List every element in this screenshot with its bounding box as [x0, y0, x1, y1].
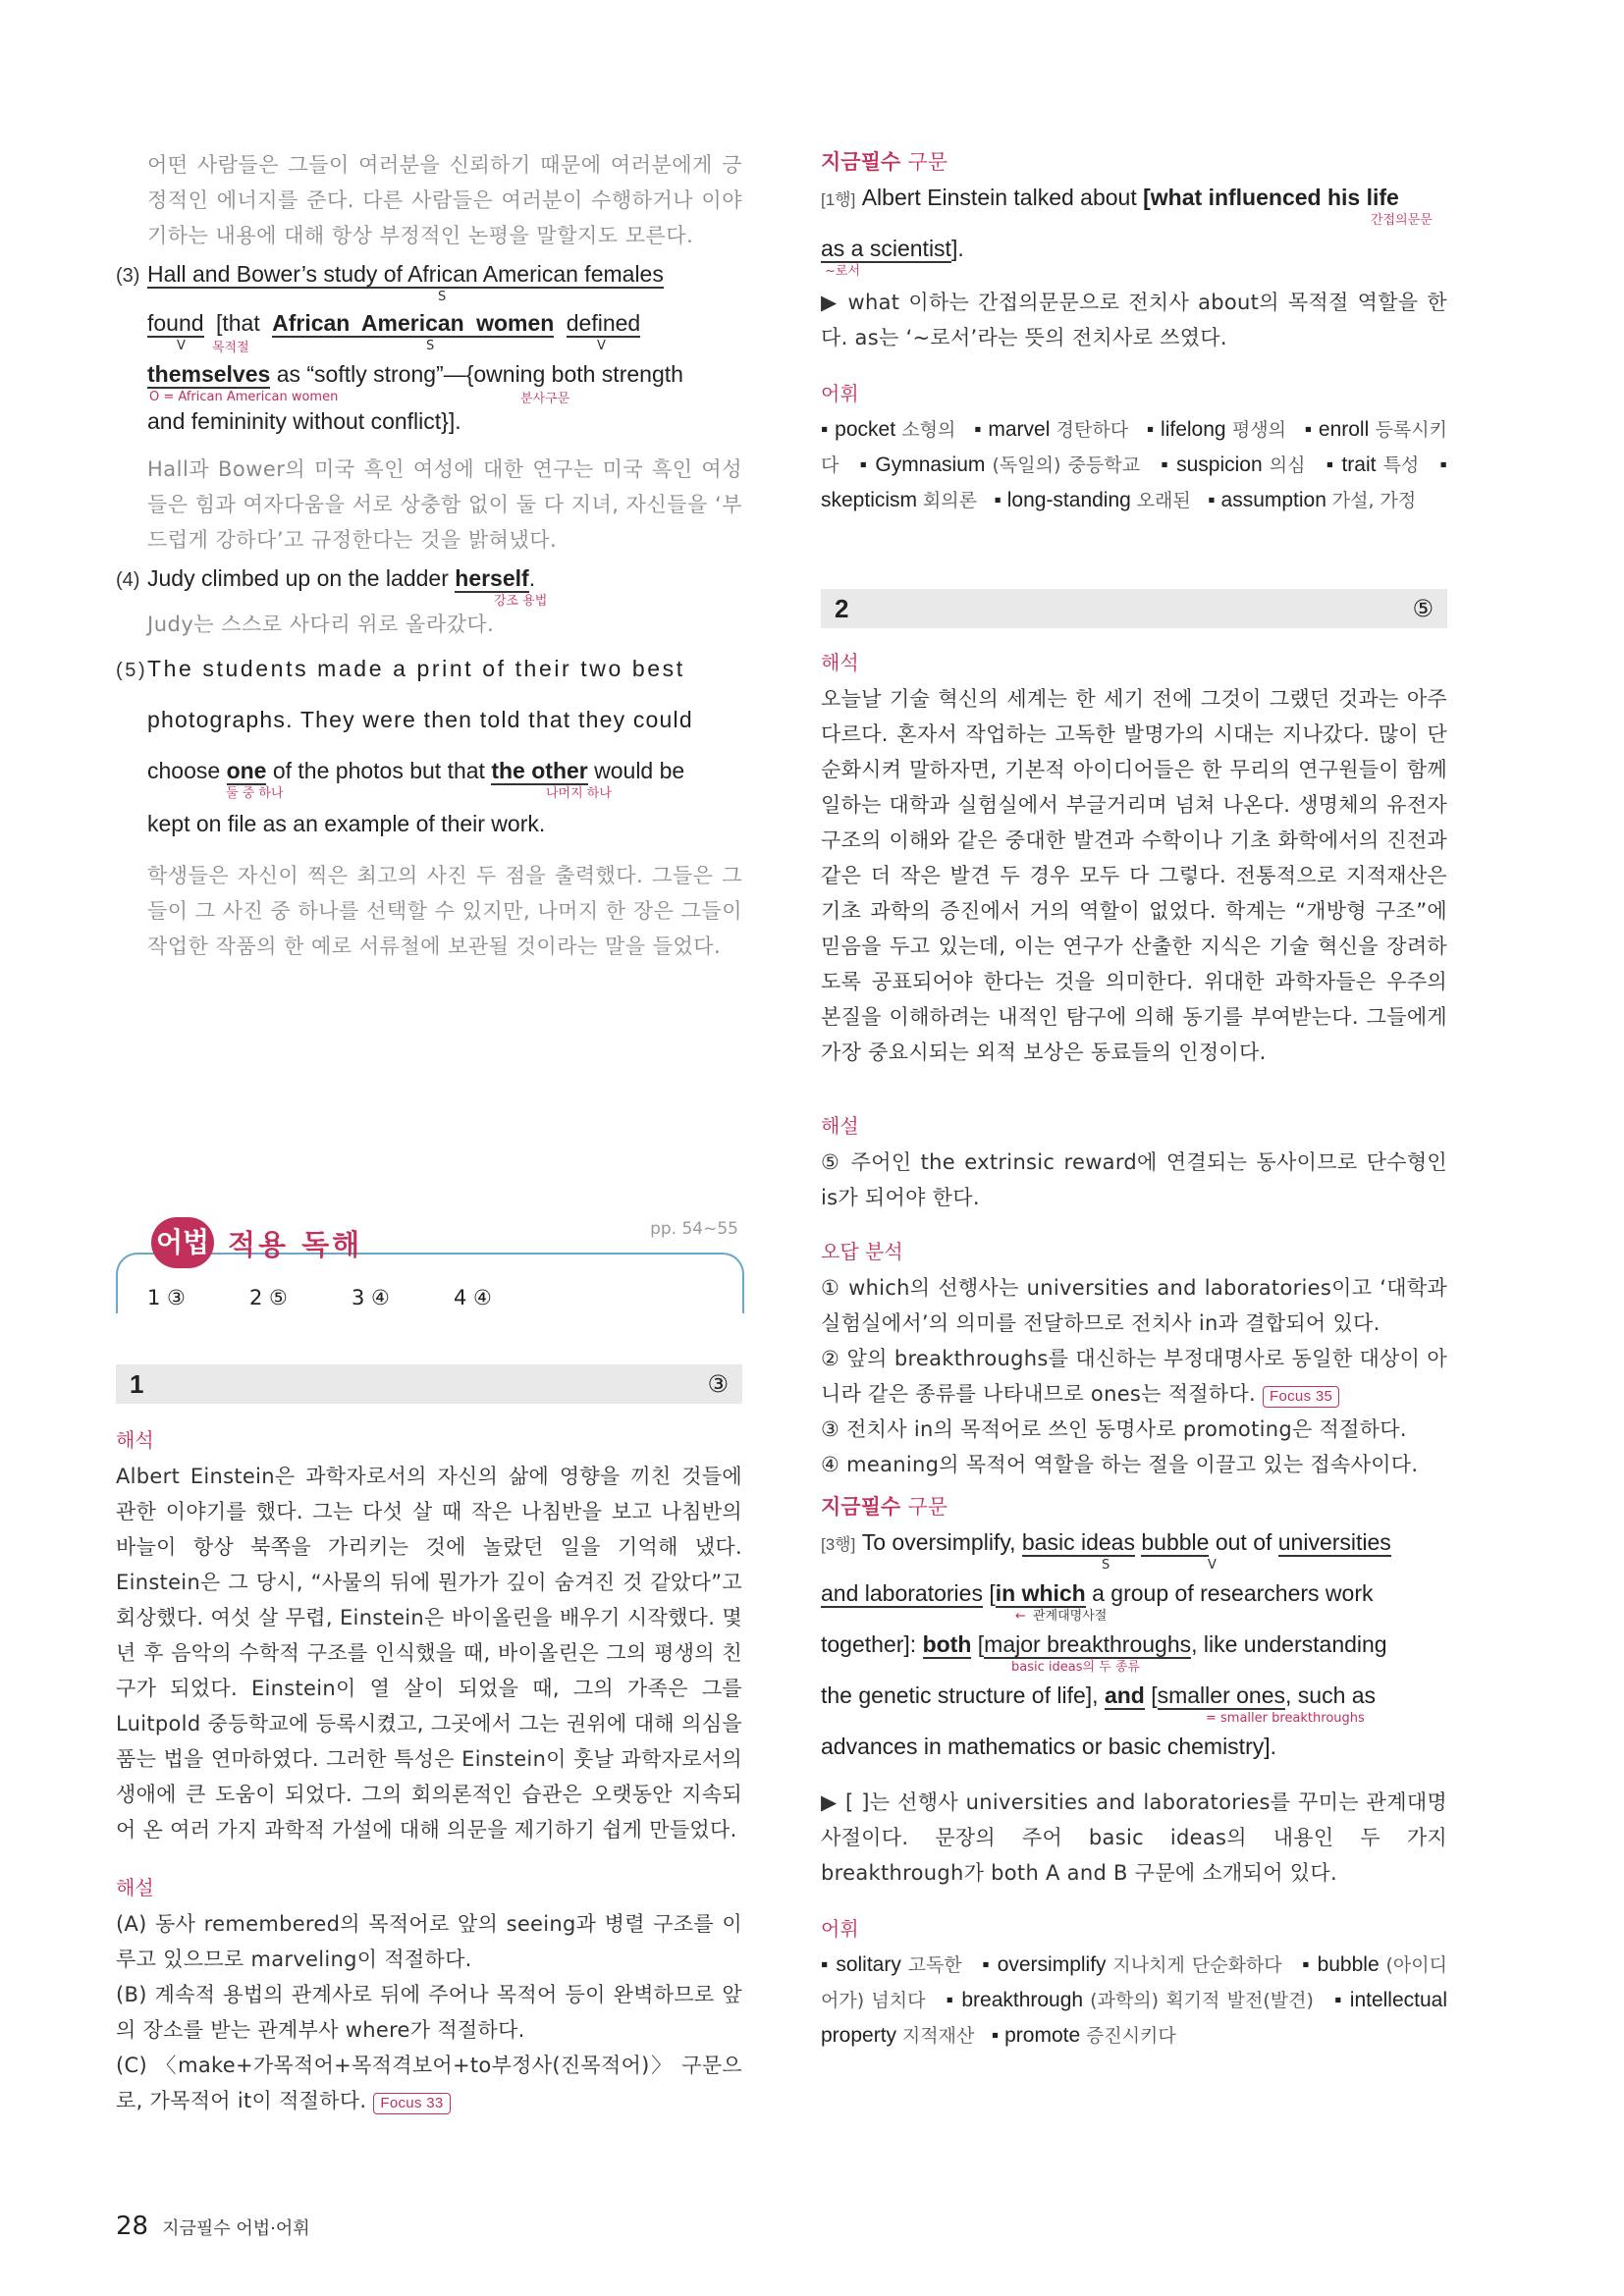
text: , such as	[1285, 1682, 1377, 1708]
text: , like understanding	[1191, 1631, 1387, 1657]
vocab-kr: (아이디어가) 넘치다	[821, 1954, 1447, 2011]
vocab-en: bubble	[1317, 1953, 1380, 1976]
explanation-a: (A) 동사 remembered의 목적어로 앞의 seeing과 병렬 구조를 이루고 있으므로 marveling이 적절하다.	[116, 1912, 742, 1971]
annotation-emphasis: 강조 용법	[494, 594, 548, 609]
both: both	[922, 1631, 972, 1657]
grammar-heading	[821, 147, 1447, 177]
vocab-kr: 평생의	[1231, 419, 1286, 441]
item-answer: ③	[707, 1370, 729, 1398]
explanation-c: (C) 〈make+가목적어+목적격보어+to부정사(진목적어)〉 구문으로, 가목적어 it이 적절하다.	[116, 2054, 742, 2112]
heading-main: 지금필수	[821, 1495, 901, 1519]
vocab-item: ▪ bubble (아이디어가) 넘치다	[821, 1953, 1447, 2011]
vocab-kr: 경탄하다	[1056, 419, 1129, 441]
bracket: [	[1144, 1682, 1158, 1708]
vocab-en: solitary	[836, 1953, 901, 1976]
focus-tag: Focus 35	[1263, 1386, 1339, 1408]
grammar-reading-box	[116, 1207, 744, 1317]
vocab-kr: 가설, 가정	[1331, 490, 1417, 511]
annotation-v2: V	[597, 339, 606, 353]
bracket: [that	[215, 310, 273, 336]
vocab-kr: (과학의) 획기적 발전(발견)	[1090, 1990, 1314, 2011]
vocab-item: ▪ intellectual property 지적재산	[821, 1989, 1448, 2047]
sentence-text: Judy climbed up on the ladder	[147, 565, 456, 591]
annotation-basic-ideas-types: basic ideas의 두 종류	[1011, 1660, 1140, 1675]
heading-wrong-answers: 오답 분석	[821, 1240, 903, 1263]
subject-phrase: Hall and Bower’s study of African American females	[147, 261, 664, 287]
page-number: 28	[116, 2212, 149, 2241]
item-number: 1	[130, 1369, 144, 1399]
heading-sub: 구문	[907, 1495, 948, 1519]
vocab-en: enroll	[1318, 418, 1370, 441]
and: and	[1104, 1682, 1145, 1708]
verb-found: found	[147, 310, 204, 336]
vocab-en: breakthrough	[961, 1989, 1084, 2011]
right-column	[821, 147, 1447, 2054]
text: the genetic structure of life],	[821, 1682, 1105, 1708]
vocab-kr: 증진시키다	[1086, 2025, 1176, 2047]
heading-explanation: 해설	[116, 1876, 154, 1899]
sentence-5	[116, 654, 742, 846]
item-number: (4)	[116, 569, 140, 591]
text: of the photos but that	[266, 758, 492, 783]
phrase-softly-strong: as “softly strong”—{owning both strength	[270, 361, 683, 387]
vocab-item: ▪ skepticism 회의론	[821, 454, 1447, 511]
translation-5: 학생들은 자신이 찍은 최고의 사진 두 점을 출력했다. 그들은 그들이 그 사진 중 하나를 선택할 수 있지만, 나머지 한 장은 그들이 작업한 작품의 한 예로 서류철에 보관될 것이라는 말을 들었다.	[147, 864, 742, 958]
vocab-en: marvel	[988, 418, 1051, 441]
box-outline	[116, 1253, 744, 1313]
annotation-participle: 분사구문	[520, 392, 570, 406]
vocab-item: ▪ promote 증진시키다	[991, 2024, 1176, 2047]
vocab-en: promote	[1004, 2024, 1081, 2047]
vocab-list-1	[821, 412, 1447, 518]
vocab-kr: 회의론	[922, 490, 977, 511]
translation-2: 오늘날 기술 혁신의 세계는 한 세기 전에 그것이 그랬던 것과는 아주 다르다. 혼자서 작업하는 고독한 발명가의 시대는 지나갔다. 많이 단순화시켜 말하자면, 기본적 아이디어들은 한 무리의 연구원들이 함께 일하는 대학과 실험실에서 부글거리며 넘쳐 나온다. 생명체의 유전자 구조의 이해와 같은 중대한 발견과 수학이나 기초 화학에서의 진전과 같은 더 작은 발견 두 경우 모두 다 그렇다. 전통적으로 지적재산은 기초 과학의 증진에서 거의 역할이 없었다. 학계는 “개방형 구조”에 믿음을 두고 있는데, 이는 연구가 산출한 지식은 기술 혁신을 장려하도록 공표되어야 한다는 것을 의미한다. 위대한 과학자들은 우주의 본질을 이해하려는 내적인 탐구에 의해 동기를 부여받는다. 그들에게 가장 중요시되는 외적 보상은 동료들의 인정이다.	[821, 687, 1447, 1064]
text: out of	[1209, 1529, 1278, 1555]
vocab-item: ▪ marvel 경탄하다	[974, 418, 1129, 441]
vocab-kr: 오래된	[1136, 490, 1191, 511]
grammar-note-2: ▶ [ ]는 선행사 universities and laboratories를 꾸미는 관계대명사절이다. 문장의 주어 basic ideas의 내용인 두 가지 breakthrough가 both A and B 구문에 소개되어 있다.	[821, 1790, 1447, 1885]
vocab-en: Gymnasium	[875, 454, 986, 476]
vocab-en: skepticism	[821, 489, 918, 511]
annotation-the-other: 나머지 하나	[546, 786, 612, 801]
bracket: [	[971, 1631, 985, 1657]
vocab-kr: 특성	[1382, 454, 1420, 476]
as-a-scientist: as a scientist	[821, 236, 951, 261]
text: would be	[587, 758, 685, 783]
translation-4: Judy는 스스로 사다리 위로 올라갔다.	[147, 613, 495, 636]
and-laboratories: and laboratories	[821, 1580, 983, 1606]
answer-1: 1 ③	[147, 1286, 186, 1309]
object-themselves: themselves	[147, 361, 271, 387]
vocab-item: ▪ suspicion 의심	[1161, 454, 1306, 476]
focus-tag: Focus 33	[373, 2093, 450, 2114]
sentence-3	[116, 259, 742, 432]
vocab-en: suspicion	[1176, 454, 1263, 476]
item-number: (5)	[116, 660, 148, 681]
wrong-answer-2: ② 앞의 breakthroughs를 대신하는 부정대명사로 동일한 대상이 아니라 같은 종류를 나타내므로 ones는 적절하다.	[821, 1347, 1447, 1406]
bracket: ].	[950, 236, 964, 261]
vocab-list-2	[821, 1948, 1447, 2054]
page-range: pp. 54~55	[650, 1219, 738, 1239]
text: To oversimplify,	[855, 1529, 1022, 1555]
annotation-object-clause: 목적절	[212, 341, 249, 355]
item-1-section	[116, 1364, 742, 2118]
item-number: 2	[835, 594, 849, 623]
annotation-v: V	[1208, 1558, 1217, 1573]
period: .	[528, 565, 536, 591]
universities: universities	[1277, 1529, 1391, 1555]
page-footer	[116, 2212, 310, 2241]
sentence-line-1: The students made a print of their two best	[147, 656, 685, 681]
in-which: in which	[995, 1580, 1086, 1606]
vocab-item: ▪ long-standing 오래된	[994, 489, 1191, 511]
wrong-answer-3: ③ 전치사 in의 목적어로 쓰인 동명사로 promoting은 적절하다.	[821, 1417, 1407, 1441]
vocab-item: ▪ breakthrough (과학의) 획기적 발전(발견)	[946, 1989, 1314, 2011]
item-2-bar	[821, 589, 1447, 628]
heading-explanation: 해설	[821, 1114, 859, 1138]
subject-basic-ideas: basic ideas	[1021, 1529, 1135, 1555]
vocab-item: ▪ solitary 고독한	[821, 1953, 962, 1976]
text: Albert Einstein talked about	[855, 185, 1144, 210]
annotation-indirect-question: 간접의문문	[1371, 213, 1433, 228]
vocab-kr: 소형의	[901, 419, 956, 441]
translation-3: Hall과 Bower의 미국 흑인 여성에 대한 연구는 미국 흑인 여성들은 힘과 여자다움을 서로 상충함 없이 둘 다 지녀, 자신들을 ‘부드럽게 강하다’고 규정한다는 것을 밝혀냈다.	[147, 457, 742, 552]
sentence-g2-end: advances in mathematics or basic chemistry].	[821, 1734, 1277, 1759]
heading-translation: 해석	[116, 1428, 154, 1452]
wrong-answer-2-line	[821, 1341, 1447, 1412]
sentence-line-4: kept on file as an example of their work.	[147, 811, 546, 836]
vocab-heading-2: 어휘	[821, 1917, 859, 1941]
answer-2: 2 ⑤	[249, 1286, 288, 1309]
sentence-g1	[821, 177, 1447, 285]
annotation-s: S	[438, 290, 447, 304]
heading-main: 지금필수	[821, 150, 901, 174]
vocab-kr: (독일의) 중등학교	[992, 454, 1141, 476]
line-tag: [1행]	[821, 190, 856, 209]
vocab-en: long-standing	[1006, 489, 1131, 511]
verb-defined: defined	[566, 310, 641, 336]
annotation-s: S	[1102, 1558, 1110, 1573]
annotation-smaller: = smaller breakthroughs	[1206, 1711, 1365, 1726]
wrong-answer-1: ① which의 선행사는 universities and laboratories이고 ‘대학과 실험실에서’의 의미를 전달하므로 전치사 in과 결합되어 있다.	[821, 1276, 1447, 1335]
vocab-kr: 고독한	[907, 1954, 962, 1976]
vocab-item: ▪ Gymnasium (독일의) 중등학교	[859, 454, 1141, 476]
text: together]:	[821, 1631, 923, 1657]
item-answer: ⑤	[1412, 595, 1434, 622]
vocab-en: trait	[1341, 454, 1377, 476]
vocab-kr: 의심	[1269, 454, 1306, 476]
explanation-c-line	[116, 2048, 742, 2118]
vocab-item: ▪ enroll 등록시키다	[821, 418, 1447, 476]
vocab-en: assumption	[1220, 489, 1326, 511]
vocab-item: ▪ pocket 소형의	[821, 418, 956, 441]
annotation-relative-clause: 관계대명사절	[1033, 1609, 1108, 1624]
intro-translation: 어떤 사람들은 그들이 여러분을 신뢰하기 때문에 여러분에게 긍정적인 에너지를 준다. 다른 사람들은 여러분이 수행하거나 이야기하는 내용에 대해 항상 부정적인 논평을 말할지도 모른다.	[147, 153, 742, 247]
line-tag: [3행]	[821, 1535, 856, 1554]
vocab-item: ▪ trait 특성	[1326, 454, 1420, 476]
item-1-bar	[116, 1364, 742, 1404]
smaller-ones: smaller ones	[1157, 1682, 1285, 1708]
vocab-en: pocket	[835, 418, 896, 441]
verb-bubble: bubble	[1141, 1529, 1210, 1555]
pronoun-one: one	[226, 758, 267, 783]
major-breakthroughs: major breakthroughs	[984, 1631, 1192, 1657]
indirect-question: [what influenced his life	[1143, 185, 1399, 210]
sentence-g2	[821, 1522, 1447, 1765]
vocab-kr: 등록시키다	[821, 419, 1447, 476]
grammar-note-1: ▶ what 이하는 간접의문문으로 전치사 about의 목적절 역할을 한다. as는 ‘~로서’라는 뜻의 전치사로 쓰였다.	[821, 291, 1447, 349]
vocab-en: lifelong	[1161, 418, 1226, 441]
vocab-item: ▪ oversimplify 지나치게 단순화하다	[982, 1953, 1282, 1976]
pronoun-the-other: the other	[491, 758, 588, 783]
answer-4: 4 ④	[454, 1286, 492, 1309]
answer-3: 3 ④	[352, 1286, 390, 1309]
grammar-badge: 어법	[151, 1217, 214, 1268]
annotation-object: O = African American women	[149, 390, 339, 404]
book-title: 지금필수 어법·어휘	[162, 2218, 310, 2239]
bracket: [	[982, 1580, 996, 1606]
explanation-2: ⑤ 주어인 the extrinsic reward에 연결되는 동사이므로 단수형인 is가 되어야 한다.	[821, 1150, 1447, 1209]
text: choose	[147, 758, 227, 783]
vocab-item: ▪ lifelong 평생의	[1146, 418, 1286, 441]
sentence-3-end: and femininity without conflict}].	[147, 408, 461, 434]
vocab-kr: 지나치게 단순화하다	[1112, 1954, 1282, 1976]
emphatic-herself: herself	[455, 565, 529, 591]
annotation-v: V	[177, 339, 186, 353]
arrow-icon: ←	[1015, 1609, 1026, 1624]
box-title: 적용 독해	[228, 1228, 363, 1261]
wrong-answer-4: ④ meaning의 목적어 역할을 하는 절을 이끌고 있는 접속사이다.	[821, 1453, 1419, 1476]
item-number: (3)	[116, 265, 140, 287]
left-column	[116, 147, 742, 964]
heading-translation: 해석	[821, 651, 859, 674]
vocab-kr: 지적재산	[901, 2025, 975, 2047]
annotation-as: ~로서	[825, 264, 861, 279]
text: a group of researchers work	[1085, 1580, 1374, 1606]
sentence-4	[116, 563, 742, 607]
annotation-s2: S	[426, 339, 435, 353]
vocab-heading: 어휘	[821, 382, 859, 405]
annotation-one-of-two: 둘 중 하나	[226, 786, 284, 801]
grammar-heading-2	[821, 1492, 1447, 1522]
translation-1: Albert Einstein은 과학자로서의 자신의 삶에 영향을 끼친 것들에 관한 이야기를 했다. 그는 다섯 살 때 작은 나침반을 보고 나침반의 바늘이 항상 북쪽을 가리키는 것에 놀랐던 일을 기억해 냈다. Einstein은 그 당시, “사물의 뒤에 뭔가가 깊이 숨겨진 것 같았다”고 회상했다. 여섯 살 무렵, Einstein은 바이올린을 배우기 시작했다. 몇 년 후 음악의 수학적 구조를 인식했을 때, 바이올린은 그의 평생의 친구가 되었다. Einstein이 열 살이 되었을 때, 그의 가족은 그를 Luitpold 중등학교에 등록시켰고, 그곳에서 그는 권위에 대해 의심을 품는 법을 연마하였다. 그러한 특성은 Einstein이 훗날 과학자로서의 생애에 큰 도움이 되었다. 그의 회의론적인 습관은 오랫동안 지속되어 온 여러 가지 과학적 가설에 대해 의문을 제기하기 쉽게 만들었다.	[116, 1465, 742, 1842]
heading-sub: 구문	[907, 150, 948, 174]
vocab-en: oversimplify	[997, 1953, 1107, 1976]
subject-women: African American women	[272, 310, 555, 336]
explanation-b: (B) 계속적 용법의 관계사로 뒤에 주어나 목적어 등이 완벽하므로 앞의 장소를 받는 관계부사 where가 적절하다.	[116, 1983, 742, 2042]
sentence-line-2: photographs. They were then told that they could	[147, 707, 693, 732]
vocab-en: intellectual property	[821, 1989, 1448, 2047]
vocab-item: ▪ assumption 가설, 가정	[1208, 489, 1417, 511]
